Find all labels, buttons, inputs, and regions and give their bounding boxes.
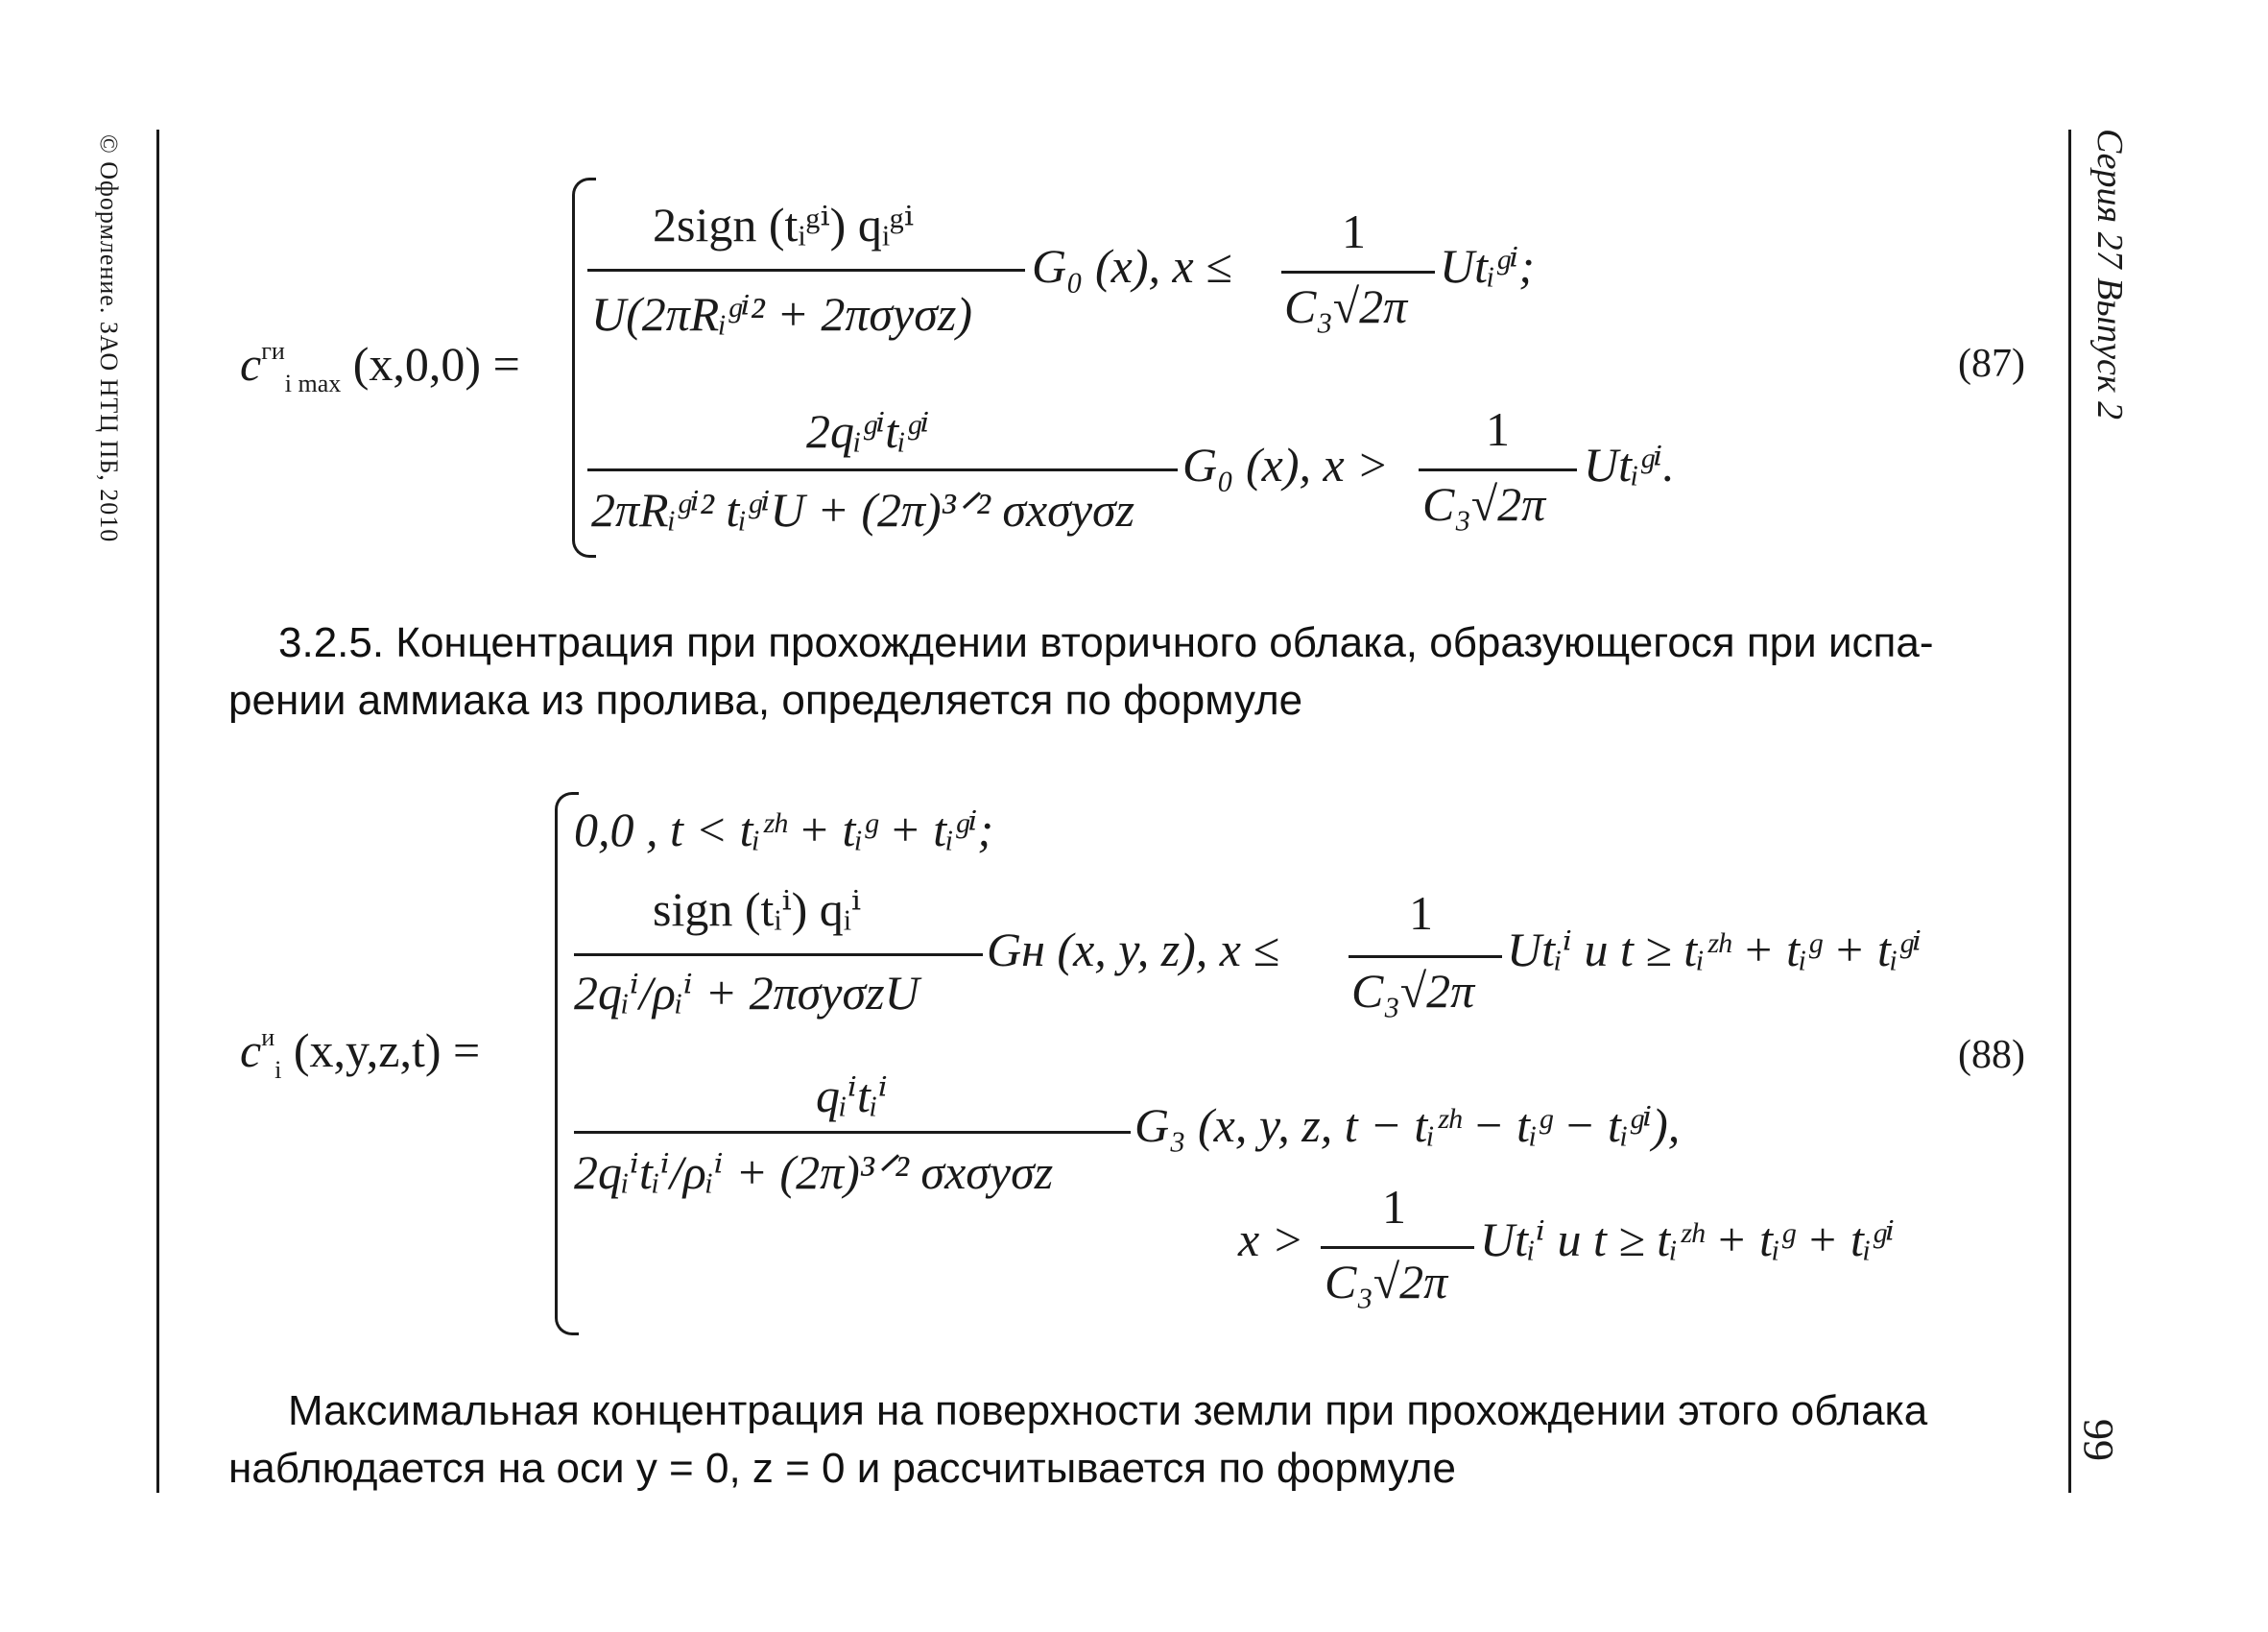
eq88-case3-tail: Utᵢⁱ и t ≥ tᵢᶻʰ + tᵢᵍ + tᵢᵍⁱ bbox=[1480, 1212, 1896, 1266]
eq88-lhs: $c^и_i$ (x,y,z,t) = bbox=[240, 1023, 481, 1084]
paragraph-3-2-5-line2: рении аммиака из пролива, определяется по формуле bbox=[228, 677, 1303, 724]
eq88-brace bbox=[555, 792, 579, 1335]
paragraph-max-concentration-line1: Максимальная концентрация на поверхности земли при прохождении этого облака bbox=[288, 1387, 1928, 1434]
right-margin-rule bbox=[2068, 130, 2071, 1493]
eq87-case2-tail: Utᵢᵍⁱ. bbox=[1584, 438, 1675, 492]
eq87-case1-cond-bar bbox=[1281, 271, 1435, 274]
eq88-case3-rest: G₃ (x, y, z, t − tᵢᶻʰ − tᵢᵍ − tᵢᵍⁱ), bbox=[1134, 1098, 1681, 1152]
eq87-case2-numerator: 2qᵢᵍⁱtᵢᵍⁱ bbox=[806, 404, 930, 458]
eq87-case2-cond-num: 1 bbox=[1486, 402, 1510, 456]
copyright-sidebar: © Оформление. ЗАО НТЦ ПБ, 2010 bbox=[95, 134, 123, 543]
equation-number-88: (88) bbox=[1958, 1033, 2025, 1077]
eq88-case3-cond-num: 1 bbox=[1382, 1180, 1406, 1234]
eq87-case1-rest: G₀ (x), x ≤ bbox=[1032, 239, 1232, 293]
series-sidebar: Серия 27 Выпуск 2 bbox=[2089, 129, 2130, 420]
eq87-case1-cond-den: C₃√2π bbox=[1284, 279, 1408, 333]
eq88-case2-numerator: sign (tᵢⁱ) qᵢⁱ bbox=[653, 882, 862, 936]
equation-number-87: (87) bbox=[1958, 342, 2025, 386]
eq88-case1: 0,0 , t < tᵢᶻʰ + tᵢᵍ + tᵢᵍⁱ; bbox=[574, 803, 994, 856]
eq88-case2-rest: Gн (x, y, z), x ≤ bbox=[987, 923, 1279, 976]
eq87-lhs: $c^{ги}_{i max}$ (x,0,0) = bbox=[240, 337, 520, 397]
eq88-case2-cond-bar bbox=[1349, 955, 1502, 958]
eq88-case2-fraction-bar bbox=[574, 953, 983, 956]
eq87-case1-tail: Utᵢᵍⁱ; bbox=[1440, 239, 1535, 293]
page-number: 99 bbox=[2075, 1419, 2122, 1461]
eq87-case2-cond-den: C₃√2π bbox=[1422, 477, 1546, 531]
eq88-case2-cond-num: 1 bbox=[1409, 886, 1433, 940]
paragraph-3-2-5-line1: 3.2.5. Концентрация при прохождении вторичного облака, образующегося при испа- bbox=[278, 619, 1934, 666]
eq88-case3-numerator: qᵢⁱtᵢⁱ bbox=[816, 1068, 888, 1122]
eq88-case3-fraction-bar bbox=[574, 1131, 1131, 1134]
eq88-case3-cond-bar bbox=[1321, 1246, 1474, 1249]
eq88-case3-cond-den: C₃√2π bbox=[1325, 1255, 1448, 1308]
eq87-case1-cond-num: 1 bbox=[1342, 204, 1366, 258]
eq88-case2-tail: Utᵢⁱ и t ≥ tᵢᶻʰ + tᵢᵍ + tᵢᵍⁱ bbox=[1507, 923, 1922, 976]
eq87-case2-cond-bar bbox=[1419, 468, 1577, 471]
eq87-case2-rest: G₀ (x), x > bbox=[1182, 438, 1389, 492]
eq87-case1-denominator: U(2πRᵢᵍⁱ² + 2πσyσz) bbox=[591, 287, 972, 341]
eq88-case2-denominator: 2qᵢⁱ/ρᵢⁱ + 2πσyσzU bbox=[574, 966, 919, 1020]
eq87-case1-numerator: 2sign (tᵢᵍⁱ) qᵢᵍⁱ bbox=[653, 198, 915, 252]
eq87-case2-denominator: 2πRᵢᵍⁱ² tᵢᵍⁱU + (2π)³ᐟ² σxσyσz bbox=[591, 483, 1135, 537]
eq88-case3-cond-prefix: x > bbox=[1238, 1212, 1304, 1266]
left-margin-rule bbox=[156, 130, 159, 1493]
eq88-case2-cond-den: C₃√2π bbox=[1351, 964, 1475, 1018]
eq87-case1-fraction-bar bbox=[587, 269, 1025, 272]
eq87-case2-fraction-bar bbox=[587, 468, 1178, 471]
paragraph-max-concentration-line2: наблюдается на оси y = 0, z = 0 и рассчитывается по формуле bbox=[228, 1445, 1456, 1492]
eq88-case3-denominator: 2qᵢⁱtᵢⁱ/ρᵢⁱ + (2π)³ᐟ² σxσyσz bbox=[574, 1145, 1054, 1199]
